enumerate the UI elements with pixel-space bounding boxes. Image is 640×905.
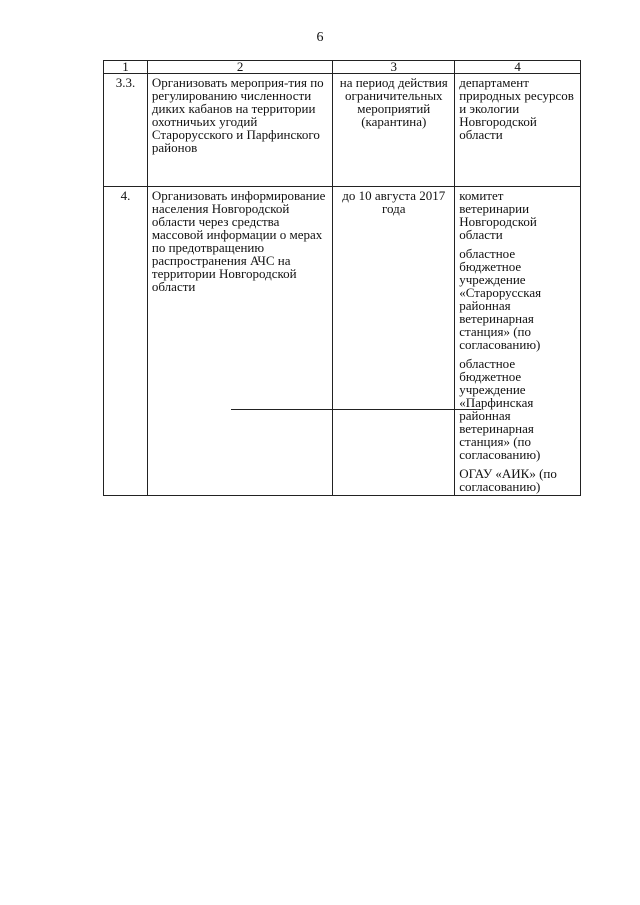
table-header-row	[104, 61, 581, 74]
responsible-item: комитет ветеринарии Новгородской области	[459, 188, 537, 242]
column-header-4: 4	[455, 61, 581, 74]
row-responsible	[455, 187, 581, 496]
row-term: до 10 августа 2017 года	[333, 187, 455, 496]
row-number: 3.3.	[104, 74, 148, 187]
row-responsible	[455, 74, 581, 187]
column-header-3: 3	[333, 61, 455, 74]
row-term: на период действия ограничительных мероприятий (карантина)	[333, 74, 455, 187]
responsible-item: департамент природных ресурсов и экологии Новгородской области	[459, 75, 574, 142]
page-number: 6	[316, 30, 324, 45]
column-header-1: 1	[104, 61, 148, 74]
measures-table	[103, 60, 581, 496]
row-task: Организовать информирование населения Новгородской области через средства массовой информации о мерах по предотвращению распространения АЧС на территории Новгородской области	[147, 187, 332, 496]
end-divider	[231, 409, 481, 410]
responsible-item: областное бюджетное учреждение «Парфинская районная ветеринарная станция» (по согласованию)	[459, 356, 541, 462]
row-task: Организовать мероприя-тия по регулированию численности диких кабанов на территории охотничьих угодий Старорусского и Парфинского районов	[147, 74, 332, 187]
table-row	[104, 74, 581, 187]
responsible-item: областное бюджетное учреждение «Старорусская районная ветеринарная станция» (по согласованию)	[459, 246, 542, 352]
table-row	[104, 187, 581, 496]
row-number: 4.	[104, 187, 148, 496]
column-header-2: 2	[147, 61, 332, 74]
responsible-item: ОГАУ «АИК» (по согласованию)	[459, 466, 557, 494]
